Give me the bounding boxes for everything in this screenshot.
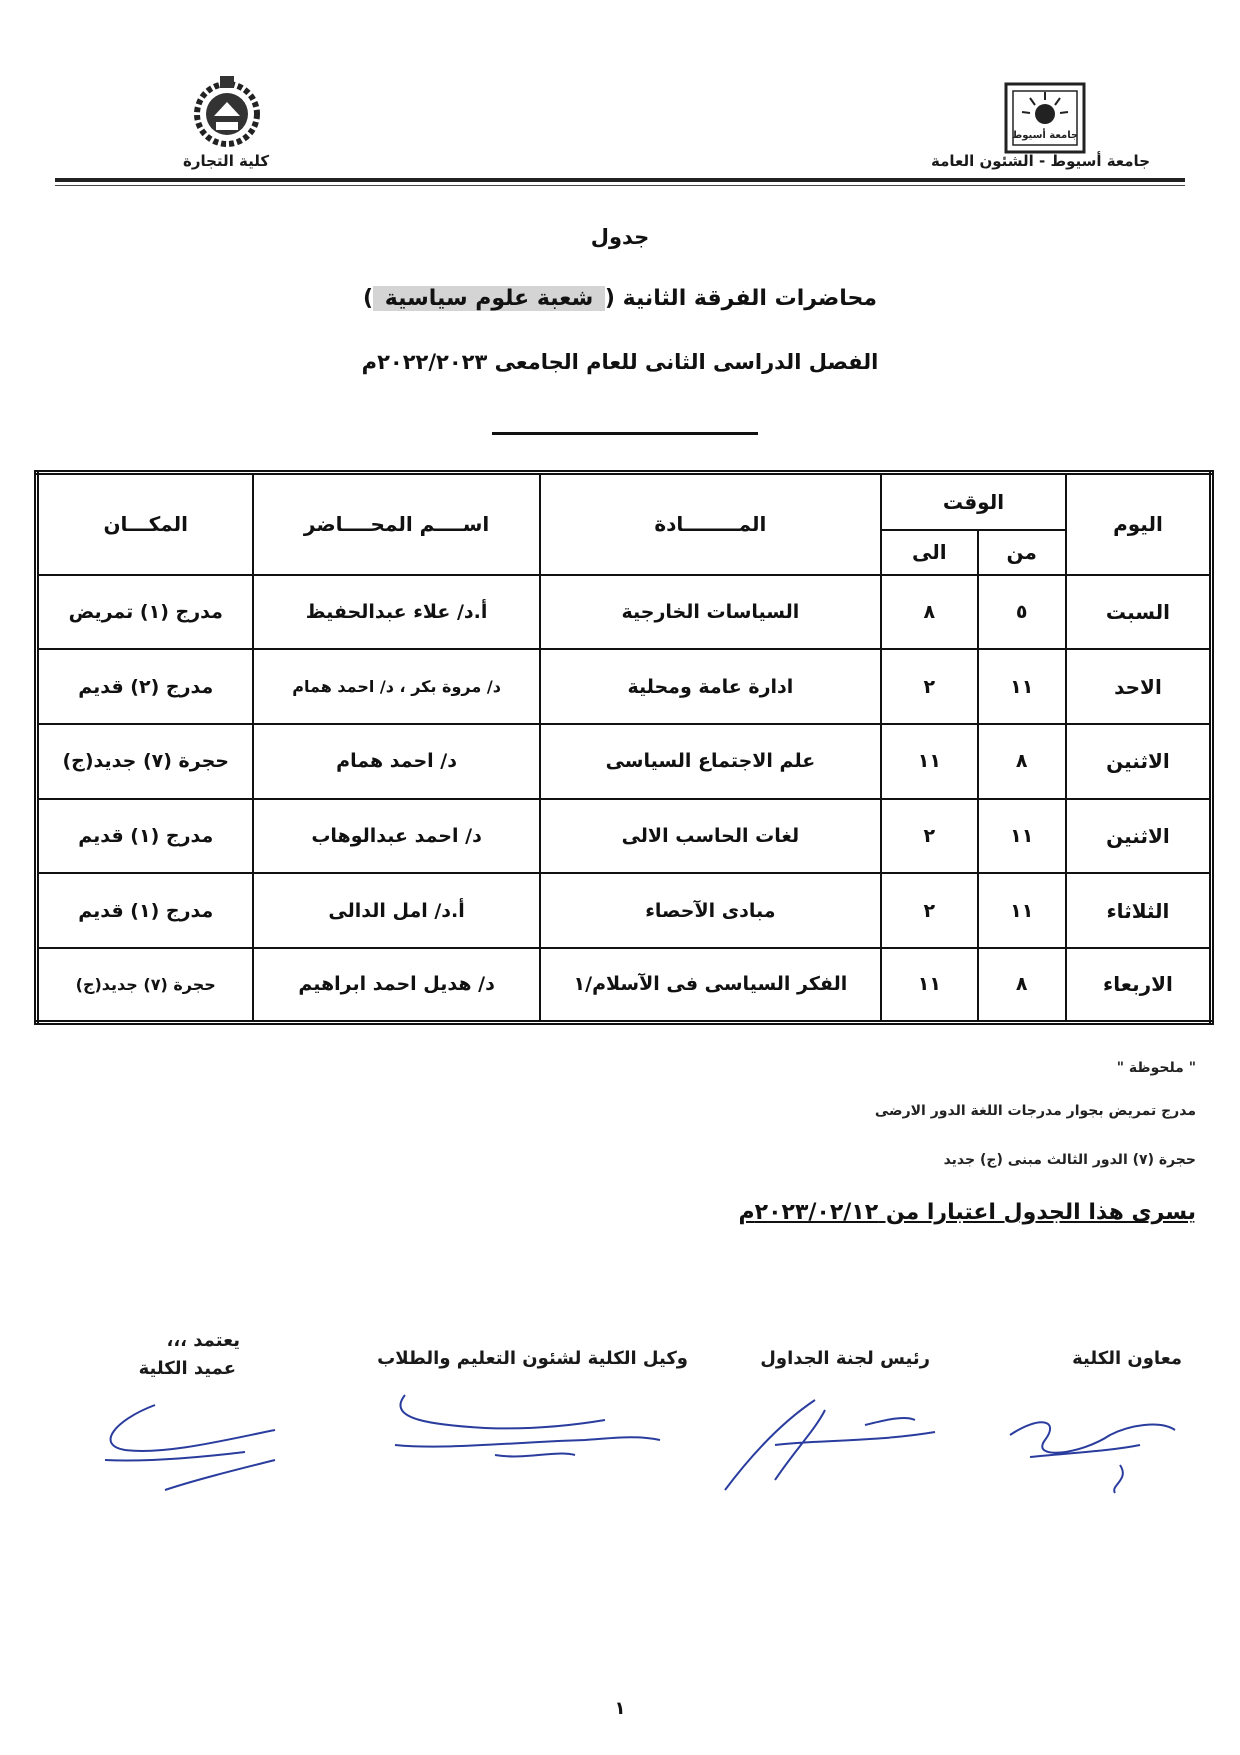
cell-lecturer: د/ احمد عبدالوهاب (253, 799, 539, 874)
signature-title-dean: عميد الكلية (138, 1358, 236, 1379)
note-room-seven: حجرة (٧) الدور الثالث مبنى (ج) جديد (943, 1152, 1196, 1168)
cell-to: ٢ (881, 799, 977, 874)
faculty-logo (184, 72, 270, 152)
cell-to: ١١ (881, 724, 977, 799)
cell-to: ٢ (881, 873, 977, 948)
cell-place: مدرج (١) تمريض (37, 575, 254, 650)
cell-place: مدرج (١) قديم (37, 799, 254, 874)
signature-dean (85, 1390, 295, 1500)
cell-subject: مبادى الآحصاء (540, 873, 881, 948)
university-logo (1000, 78, 1090, 158)
table-row (37, 649, 1212, 724)
table-row (37, 575, 1212, 650)
cell-place: حجرة (٧) جديد(ج) (37, 724, 254, 799)
signature-title-assistant: معاون الكلية (1072, 1348, 1182, 1369)
header-lecturer: اســــم المحــــاضر (253, 473, 539, 575)
cell-from: ١١ (978, 873, 1066, 948)
cell-lecturer: أ.د/ امل الدالى (253, 873, 539, 948)
cell-from: ١١ (978, 799, 1066, 874)
table-row (37, 873, 1212, 948)
cell-day: الثلاثاء (1066, 873, 1212, 948)
table-row (37, 948, 1212, 1023)
title-underline (492, 432, 758, 435)
header-to: الى (881, 530, 977, 575)
cell-day: الاثنين (1066, 799, 1212, 874)
signature-title-approval: يعتمد ،،، (166, 1330, 240, 1351)
header-place: المكـــان (37, 473, 254, 575)
note-nursing-hall: مدرج تمريض بجوار مدرجات اللغة الدور الارضى (874, 1103, 1196, 1119)
signature-title-vice-dean: وكيل الكلية لشئون التعليم والطلاب (377, 1348, 688, 1369)
cell-subject: السياسات الخارجية (540, 575, 881, 650)
table-row (37, 799, 1212, 874)
cell-from: ١١ (978, 649, 1066, 724)
cell-day: الاثنين (1066, 724, 1212, 799)
faculty-name-label: كلية التجارة (183, 152, 270, 170)
title-lectures-suffix: ) (363, 286, 374, 311)
cell-to: ٨ (881, 575, 977, 650)
university-affairs-label: جامعة أسيوط - الشئون العامة (930, 152, 1150, 170)
cell-place: مدرج (١) قديم (37, 873, 254, 948)
cell-day: السبت (1066, 575, 1212, 650)
cell-subject: علم الاجتماع السياسى (540, 724, 881, 799)
cell-from: ٨ (978, 948, 1066, 1023)
header-time: الوقت (881, 473, 1066, 530)
title-lectures-prefix: محاضرات الفرقة الثانية ( (604, 286, 877, 311)
title-semester: الفصل الدراسى الثانى للعام الجامعى ٢٠٢٢/٢٠٢٣م (361, 350, 879, 374)
signature-committee (715, 1370, 955, 1500)
cell-subject: ادارة عامة ومحلية (540, 649, 881, 724)
header-rule-thin (55, 185, 1185, 186)
cell-to: ٢ (881, 649, 977, 724)
cell-from: ٨ (978, 724, 1066, 799)
table-row (37, 724, 1212, 799)
schedule-table (34, 470, 1214, 1025)
signature-title-schedule-committee: رئيس لجنة الجداول (760, 1348, 930, 1369)
cell-lecturer: أ.د/ علاء عبدالحفيظ (253, 575, 539, 650)
svg-text:جامعة أسيوط: جامعة أسيوط (1011, 130, 1079, 141)
table-header-row (37, 473, 1212, 530)
cell-day: الاربعاء (1066, 948, 1212, 1023)
signature-vice-dean (375, 1370, 675, 1480)
cell-to: ١١ (881, 948, 977, 1023)
page-number: ١ (614, 1698, 626, 1719)
cell-lecturer: د/ احمد همام (253, 724, 539, 799)
cell-from: ٥ (978, 575, 1066, 650)
cell-place: مدرج (٢) قديم (37, 649, 254, 724)
cell-day: الاحد (1066, 649, 1212, 724)
header-from: من (978, 530, 1066, 575)
title-schedule: جدول (590, 225, 650, 249)
signature-assistant (990, 1385, 1190, 1495)
title-lectures (0, 286, 1240, 311)
title-division-highlight: شعبة علوم سياسية (373, 286, 605, 311)
cell-lecturer: د/ هديل احمد ابراهيم (253, 948, 539, 1023)
header-day: اليوم (1066, 473, 1212, 575)
notes-label: " ملحوظة " (1116, 1060, 1196, 1076)
header-subject: المــــــــادة (540, 473, 881, 575)
header-rule-thick (55, 178, 1185, 182)
cell-lecturer: د/ مروة بكر ، د/ احمد همام (253, 649, 539, 724)
cell-subject: الفكر السياسى فى الآسلام/١ (540, 948, 881, 1023)
effective-date-statement: يسرى هذا الجدول اعتبارا من ٢٠٢٣/٠٢/١٢م (738, 1200, 1196, 1225)
cell-subject: لغات الحاسب الالى (540, 799, 881, 874)
cell-place: حجرة (٧) جديد(ج) (37, 948, 254, 1023)
